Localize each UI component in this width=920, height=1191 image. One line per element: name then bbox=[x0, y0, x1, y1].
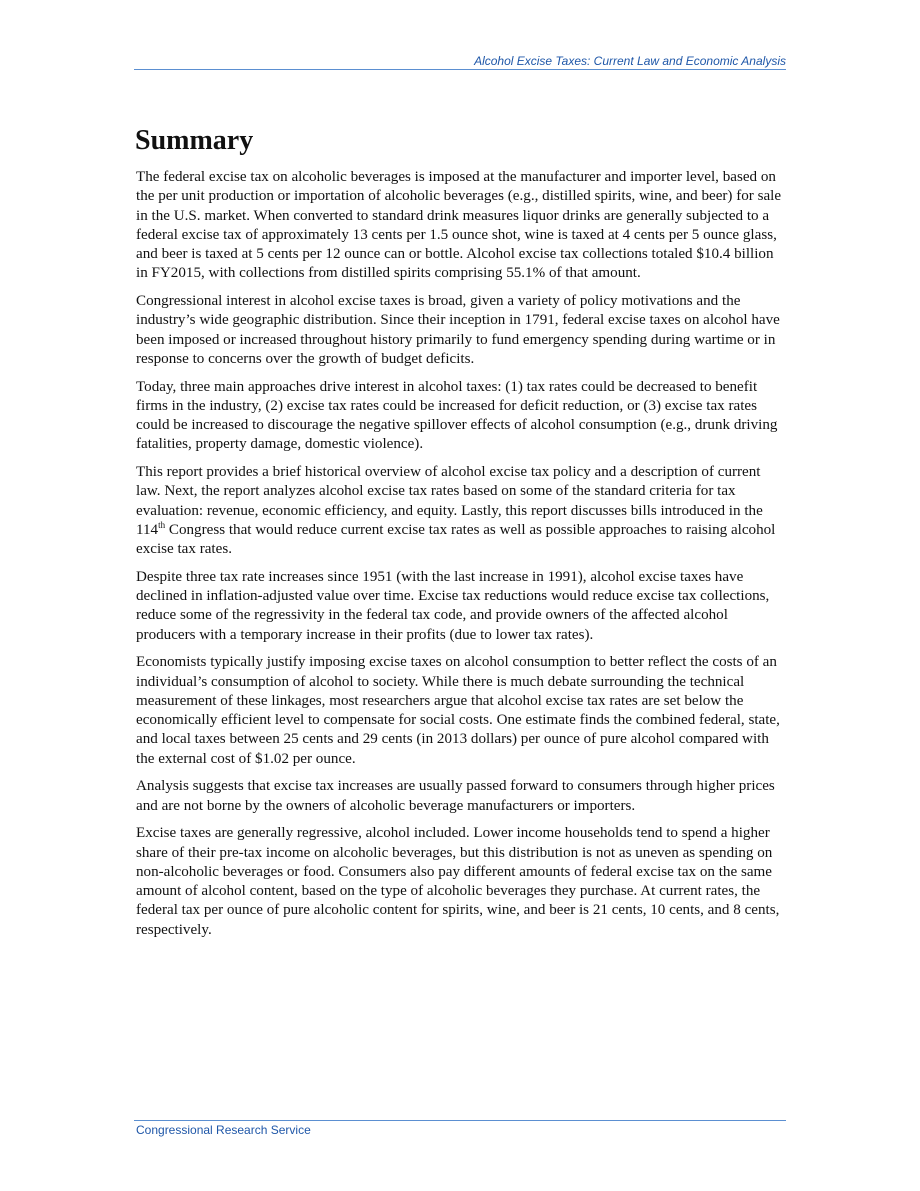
paragraph-6: Economists typically justify imposing excise taxes on alcohol consumption to better reflect the costs of an individual’s consumption of alcohol to society. While there is much debate surrounding the technical measurement of these linkages, most researchers argue that alcohol excise tax rates are set below the economically efficient level to compensate for social costs. One estimate finds the combined federal, state, and local taxes between 25 cents and 29 cents (in 2013 dollars) per ounce of pure alcohol compared with the external cost of $1.02 per ounce. bbox=[136, 654, 780, 767]
footer-divider bbox=[134, 1120, 786, 1121]
paragraph-7: Analysis suggests that excise tax increases are usually passed forward to consumers through higher prices and are not borne by the owners of alcoholic beverage manufacturers or importers. bbox=[136, 778, 775, 814]
ordinal-superscript: th bbox=[158, 519, 166, 530]
header-divider bbox=[134, 69, 786, 70]
paragraph-4 bbox=[136, 463, 788, 559]
paragraph-1: The federal excise tax on alcoholic beverages is imposed at the manufacturer and importer level, based on the per unit production or importation of alcoholic beverages (e.g., distilled spirits, wine, and beer) for sale in the U.S. market. When converted to standard drink measures liquor drinks are generally subjected to a federal excise tax of approximately 13 cents per 1.5 ounce shot, wine is taxed at 4 cents per 5 ounce glass, and beer is taxed at 5 cents per 12 ounce can or bottle. Alcohol excise tax collections totaled $10.4 billion in FY2015, with collections from distilled spirits comprising 55.1% of that amount. bbox=[136, 169, 782, 282]
paragraph-2: Congressional interest in alcohol excise taxes is broad, given a variety of policy motivations and the industry’s wide geographic distribution. Since their inception in 1791, federal excise taxes on alcohol have been imposed or increased throughout history primarily to fund emergency spending during wartime or in response to concerns over the growth of budget deficits. bbox=[136, 293, 780, 367]
running-header: Alcohol Excise Taxes: Current Law and Economic Analysis bbox=[474, 54, 786, 68]
summary-body bbox=[136, 168, 788, 948]
paragraph-3: Today, three main approaches drive interest in alcohol taxes: (1) tax rates could be decreased to benefit firms in the industry, (2) excise tax rates could be increased for deficit reduction, or (3) excise tax rates could be increased to discourage the negative spillover effects of alcohol consumption (e.g., drunk driving fatalities, property damage, domestic violence). bbox=[136, 378, 778, 453]
paragraph-8: Excise taxes are generally regressive, alcohol included. Lower income households tend to spend a higher share of their pre-tax income on alcoholic beverages, but this distribution is not as uneven as spending on non-alcoholic beverages or food. Consumers also pay different amounts of federal excise tax on the same amount of alcohol content, based on the type of alcoholic beverages they purchase. At current rates, the federal tax per ounce of pure alcoholic content for spirits, wine, and beer is 21 cents, 10 cents, and 8 cents, respectively. bbox=[136, 825, 780, 938]
paragraph-4-text-after: Congress that would reduce current excise tax rates as well as possible approaches to raising alcohol excise tax rates. bbox=[136, 521, 776, 557]
paragraph-5: Despite three tax rate increases since 1951 (with the last increase in 1991), alcohol excise taxes have declined in inflation-adjusted value over time. Excise tax reductions would reduce excise tax collections, reduce some of the regressivity in the federal tax code, and provide owners of the affected alcohol producers with a temporary increase in their profits (due to lower tax rates). bbox=[136, 568, 770, 643]
footer-org: Congressional Research Service bbox=[136, 1123, 311, 1137]
paragraph-4-text-before: This report provides a brief historical overview of alcohol excise tax policy and a description of current law. Next, the report analyzes alcohol excise tax rates based on some of the standard criteria for tax evaluation: revenue, economic efficiency, and equity. Lastly, this report discusses bills introduced in the 114 bbox=[136, 464, 763, 538]
page-title: Summary bbox=[135, 125, 254, 156]
